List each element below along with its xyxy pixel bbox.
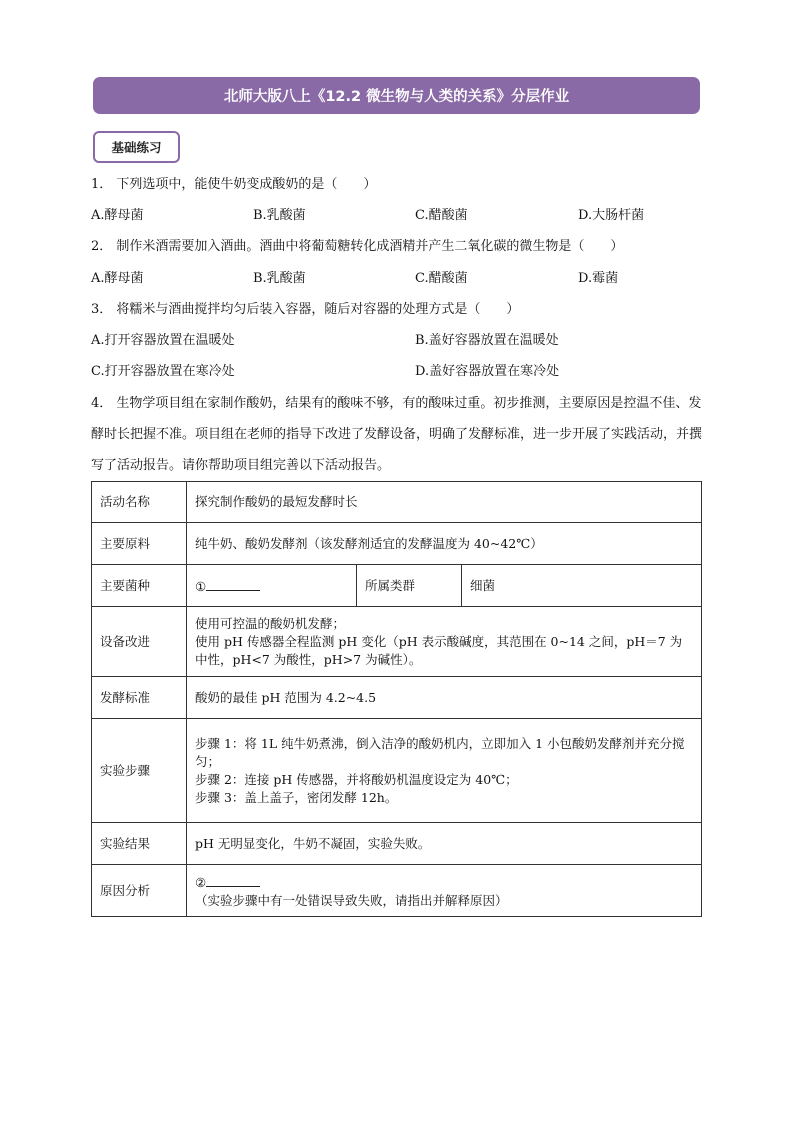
step-3: 步骤 3：盖上盖子，密闭发酵 12h。 [195, 789, 398, 805]
experiment-result-label: 实验结果 [92, 823, 187, 865]
experiment-steps-label: 实验步骤 [92, 719, 187, 823]
fermentation-standard-label: 发酵标准 [92, 677, 187, 719]
question-3-option-b: B.盖好容器放置在温暖处 [415, 333, 559, 348]
activity-report-table [91, 481, 702, 917]
question-3-option-c: C.打开容器放置在寒冷处 [91, 364, 235, 379]
section-tag-basic-practice [93, 131, 180, 163]
cause-analysis-hint: （实验步骤中有一处错误导致失败，请指出并解释原因） [195, 892, 508, 908]
table-row [92, 719, 702, 823]
worksheet-title-banner [93, 77, 700, 114]
fermentation-standard-value: 酸奶的最佳 pH 范围为 4.2~4.5 [187, 677, 702, 719]
question-3-option-a: A.打开容器放置在温暖处 [91, 333, 235, 348]
answer-blank-2[interactable] [206, 872, 260, 887]
answer-blank-1[interactable] [206, 576, 260, 591]
worksheet-title: 北师大版八上《12.2 微生物与人类的关系》分层作业 [223, 89, 570, 105]
question-1-option-c: C.醋酸菌 [415, 208, 468, 223]
question-1-option-a: A.酵母菌 [91, 208, 144, 223]
question-2-option-b: B.乳酸菌 [253, 271, 306, 286]
table-row [92, 523, 702, 565]
question-3-stem: 3． 将糯米与酒曲搅拌均匀后装入容器，随后对容器的处理方式是（ ） [91, 302, 520, 317]
table-row [92, 823, 702, 865]
blank-marker-1: ① [195, 578, 207, 594]
cause-analysis-label: 原因分析 [92, 865, 187, 917]
group-value: 细菌 [462, 565, 702, 607]
step-2: 步骤 2：连接 pH 传感器，并将酸奶机温度设定为 40℃； [195, 771, 518, 787]
section-label: 基础练习 [111, 140, 162, 155]
cause-analysis-answer-cell[interactable] [187, 865, 702, 917]
question-4-stem: 4． 生物学项目组在家制作酸奶，结果有的酸味不够，有的酸味过重。初步推测，主要原因是控温不佳、发酵时长把握不准。项目组在老师的指导下改进了发酵设备，明确了发酵标准，进一步开展了实践活动，并撰写了活动报告。请你帮助项目组完善以下活动报告。 [91, 396, 703, 473]
experiment-steps-value [187, 719, 702, 823]
question-1-option-d: D.大肠杆菌 [578, 208, 645, 223]
device-line-2: 使用 pH 传感器全程监测 pH 变化（pH 表示酸碱度，其范围在 0~14 之间，pH＝7 为中性，pH<7 为酸性，pH>7 为碱性）。 [195, 633, 683, 667]
table-row [92, 565, 702, 607]
activity-name-value: 探究制作酸奶的最短发酵时长 [187, 482, 702, 523]
main-material-label: 主要原料 [92, 523, 187, 565]
question-1-stem: 1． 下列选项中，能使牛奶变成酸奶的是（ ） [91, 177, 377, 192]
activity-name-label: 活动名称 [92, 482, 187, 523]
main-strain-label: 主要菌种 [92, 565, 187, 607]
table-row [92, 677, 702, 719]
blank-marker-2: ② [195, 874, 207, 890]
question-3-option-d: D.盖好容器放置在寒冷处 [415, 364, 560, 379]
question-2-stem: 2． 制作米酒需要加入酒曲。酒曲中将葡萄糖转化成酒精并产生二氧化碳的微生物是（ ） [91, 239, 624, 254]
table-row [92, 607, 702, 677]
question-1-option-b: B.乳酸菌 [253, 208, 306, 223]
question-2-option-a: A.酵母菌 [91, 271, 144, 286]
main-material-value: 纯牛奶、酸奶发酵剂（该发酵剂适宜的发酵温度为 40~42℃） [187, 523, 702, 565]
experiment-result-value: pH 无明显变化，牛奶不凝固，实验失败。 [187, 823, 702, 865]
main-strain-answer-cell[interactable] [187, 565, 357, 607]
group-label: 所属类群 [357, 565, 462, 607]
table-row [92, 482, 702, 523]
question-2-option-c: C.醋酸菌 [415, 271, 468, 286]
question-2-option-d: D.霉菌 [578, 271, 619, 286]
step-1: 步骤 1：将 1L 纯牛奶煮沸，倒入洁净的酸奶机内，立即加入 1 小包酸奶发酵剂并充分搅匀； [195, 735, 685, 769]
device-line-1: 使用可控温的酸奶机发酵； [195, 615, 346, 631]
table-row [92, 865, 702, 917]
device-improvement-value [187, 607, 702, 677]
device-improvement-label: 设备改进 [92, 607, 187, 677]
